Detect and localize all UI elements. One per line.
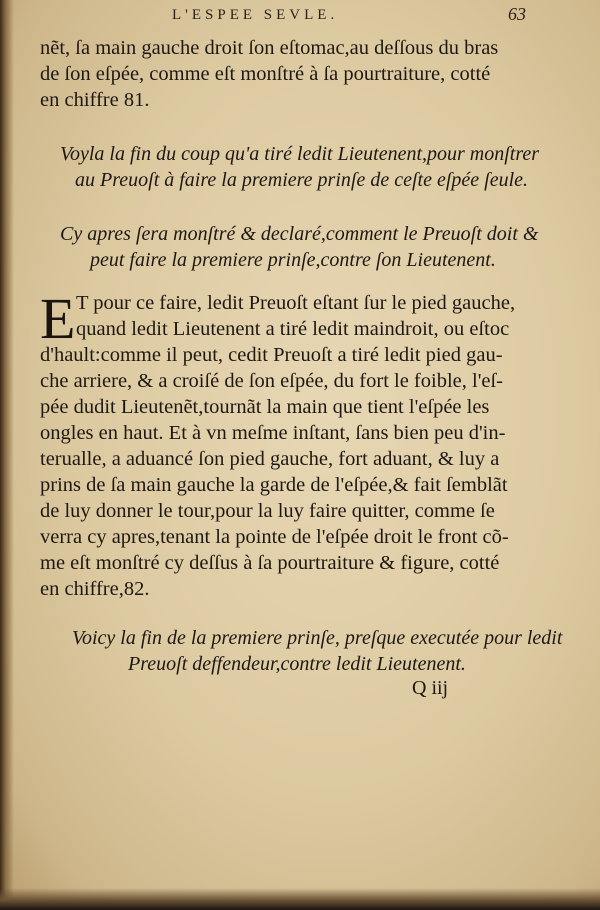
page-bottom-edge xyxy=(0,888,600,910)
body-line: en chiffre,82. xyxy=(40,578,150,600)
page-number: 63 xyxy=(508,4,526,24)
caption-line: Voicy la fin de la premiere prinſe, preſque executée pour ledit xyxy=(72,627,563,649)
body-line: en chiffre 81. xyxy=(40,89,150,111)
drop-cap: E xyxy=(40,286,76,351)
body-line: quand ledit Lieutenent a tiré ledit maindroit, ou eſtoc xyxy=(76,318,510,340)
body-line: terualle, a aduancé ſon pied gauche, fort aduant, & luy a xyxy=(40,448,500,470)
signature-mark: Q iij xyxy=(412,677,449,699)
body-line: prins de ſa main gauche la garde de l'eſpée,& fait ſemblãt xyxy=(40,474,508,496)
body-line: verra cy apres,tenant la pointe de l'eſpée droit le front cõ- xyxy=(40,526,509,548)
body-line: che arriere, & a croiſé de ſon eſpée, du fort le foible, l'eſ- xyxy=(40,370,504,392)
section-heading-line: Cy apres ſera monſtré & declaré,comment le Preuoſt doit & xyxy=(60,223,539,245)
running-head xyxy=(0,4,600,28)
running-title: L'ESPEE SEVLE. xyxy=(172,7,339,23)
caption-line: Preuoſt deffendeur,contre ledit Lieutenent. xyxy=(128,653,466,675)
section-heading-line: peut faire la premiere prinſe,contre ſon Lieutenent. xyxy=(90,249,496,271)
body-line: ongles en haut. Et à vn meſme inſtant, ſans bien peu d'in- xyxy=(40,422,506,444)
body-line: de luy donner le tour,pour la luy faire quitter, comme ſe xyxy=(40,500,495,522)
body-line: d'hault:comme il peut, cedit Preuoſt a tiré ledit pied gau- xyxy=(40,344,503,366)
body-line: nẽt, ſa main gauche droit ſon eſtomac,au deſſous du bras xyxy=(40,37,499,59)
body-line: T pour ce faire, ledit Preuoſt eſtant ſur le pied gauche, xyxy=(76,292,516,314)
body-line: de ſon eſpée, comme eſt monſtré à ſa pourtraiture, cotté xyxy=(40,63,491,85)
body-line: pée dudit Lieutenẽt,tournãt la main que tient l'eſpée les xyxy=(40,396,490,418)
caption-line: Voyla la fin du coup qu'a tiré ledit Lieutenent,pour monſtrer xyxy=(60,143,540,165)
body-line: me eſt monſtré cy deſſus à ſa pourtraiture & figure, cotté xyxy=(40,552,500,574)
caption-line: au Preuoſt à faire la premiere prinſe de ceſte eſpée ſeule. xyxy=(75,169,528,191)
page-gutter-shadow xyxy=(0,0,14,910)
